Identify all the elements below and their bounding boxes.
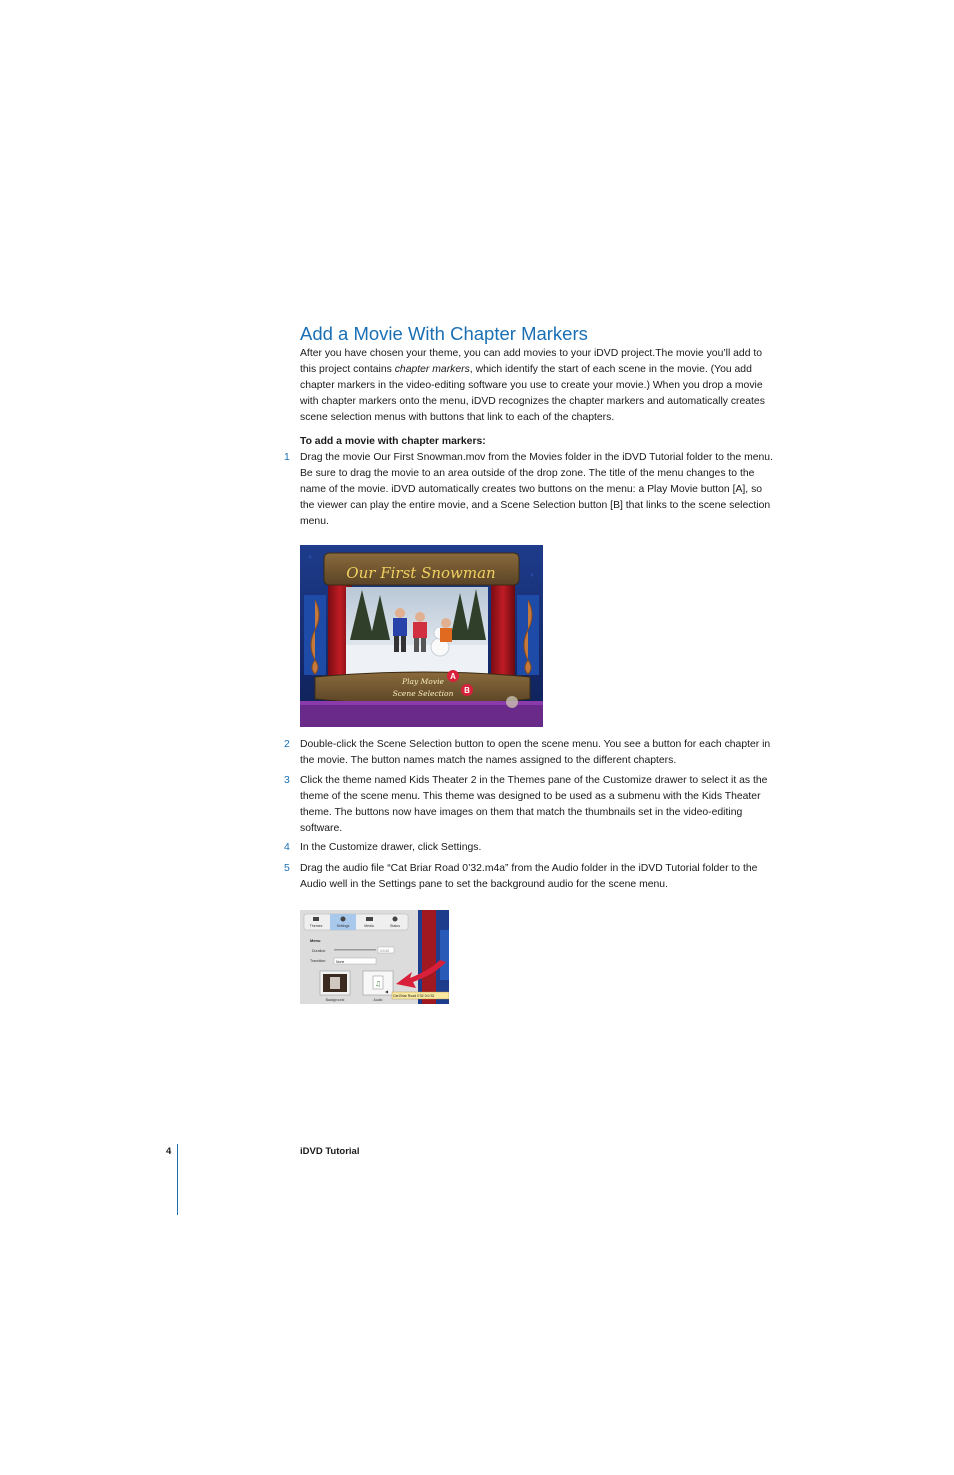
audio-label: Audio [373,998,383,1002]
section-heading: Add a Movie With Chapter Markers [300,323,588,344]
step-1 [284,450,778,530]
step-3 [284,773,778,837]
tab-status[interactable]: Status [390,924,400,928]
settings-pane-screenshot [300,910,449,1004]
intro-paragraph: After you have chosen your theme, you can add movies to your iDVD project.The movie you’ll add to this project contains chapter markers, which identify the start of each scene in the movie. (You add chapter markers in the video-editing software you use to create your movie.) When you drop a movie with chapter markers onto the menu, iDVD recognizes the chapter markers and automatically creates scene selection menus with buttons that link to each of the chapters. [300,348,765,423]
step-number: 2 [284,739,290,750]
footer-doc-title: iDVD Tutorial [300,1146,360,1157]
callout-b: B [464,686,470,695]
procedure-title: To add a movie with chapter markers: [300,436,486,447]
menu-section-label: Menu [310,938,321,943]
scene-selection-button[interactable]: Scene Selection [392,689,454,698]
step-4 [284,840,778,856]
step-text: Double-click the Scene Selection button to open the scene menu. You see a button for each chapter in the movie. The button names match the names assigned to the different chapters. [300,739,771,766]
tab-settings-label: Settings [336,924,350,928]
step-text: Drag the movie Our First Snowman.mov from the Movies folder in the iDVD Tutorial folder to the menu. Be sure to drag the movie to an area outside of the drop zone. The title of the menu changes to the name of the movie. iDVD automatically creates two buttons on the menu: a Play Movie button [A], so the viewer can play the entire movie, and a Scene Selection button [B] that links to the scene selection menu. [300,452,773,527]
intro-emphasis: chapter markers [394,364,470,375]
speaker-icon: ◀ [385,989,389,994]
duration-slider[interactable] [334,949,376,951]
step-number: 5 [284,863,290,874]
svg-text:♫: ♫ [374,980,382,988]
duration-label: Duration: [312,949,327,953]
menu-title: Our First Snowman [346,564,496,582]
step-5 [284,861,778,893]
step-text: Drag the audio file “Cat Briar Road 0’32.m4a” from the Audio folder in the iDVD Tutorial folder to the Audio well in the Settings pane to set the background audio for the scene menu. [300,863,758,890]
step-2 [284,737,778,769]
play-movie-button[interactable]: Play Movie [402,677,444,686]
transition-label: Transition: [310,959,327,963]
step-number: 1 [284,452,290,463]
page-number: 4 [166,1146,172,1157]
drag-file-label: Cat Briar Road 0'32 0:0:32 [393,994,435,998]
tab-themes[interactable]: Themes [309,924,323,928]
background-label: Background [325,998,345,1002]
step-number: 4 [284,842,290,853]
duration-value[interactable]: 0:0:10 [380,949,390,953]
menu-screenshot [300,545,543,727]
tab-media[interactable]: Media [364,924,374,928]
callout-a: A [450,672,456,681]
step-text: In the Customize drawer, click Settings. [300,842,482,853]
step-number: 3 [284,775,290,786]
step-text: Click the theme named Kids Theater 2 in the Themes pane of the Customize drawer to select it as the theme of the scene menu. This theme was designed to be used as a submenu with the Kids Theater theme. The buttons now have images on them that match the thumbnails set in the video-editing software. [300,775,768,834]
footer-rule [177,1144,178,1215]
apple-logo-icon [506,696,518,708]
transition-value: None [336,960,345,964]
